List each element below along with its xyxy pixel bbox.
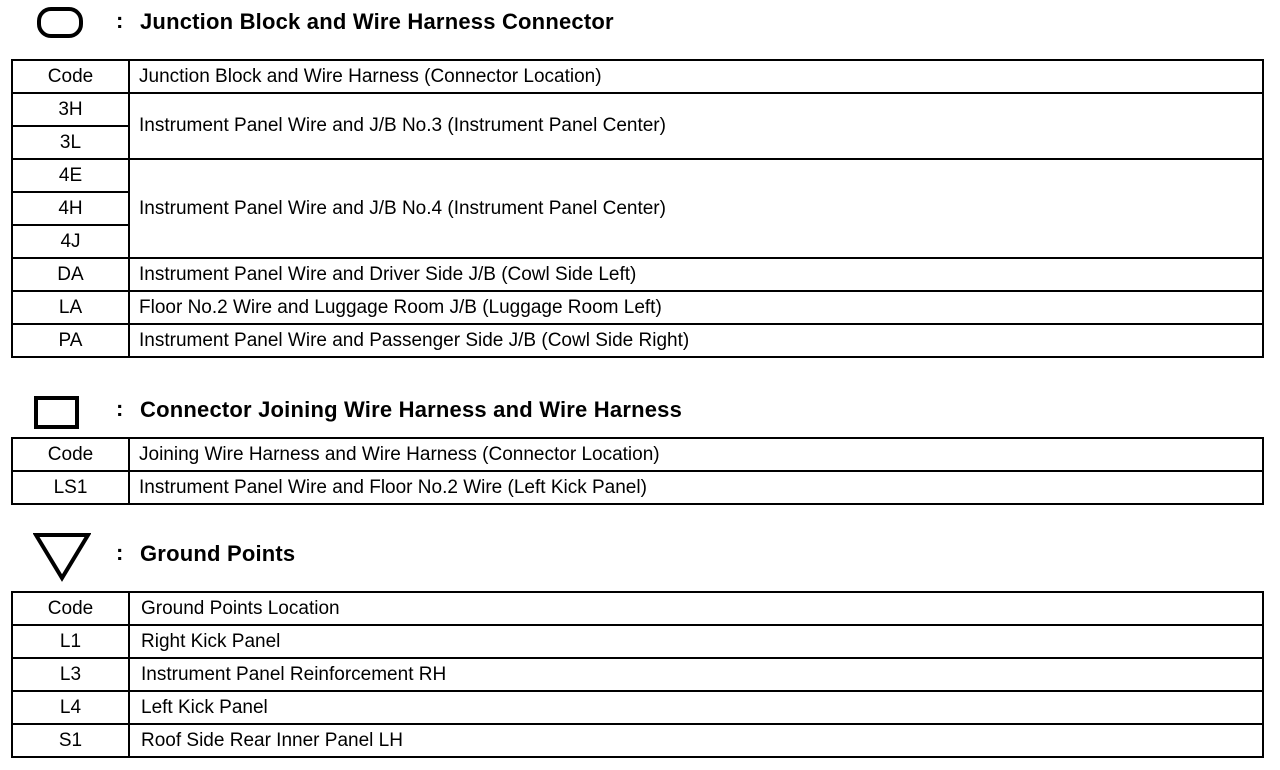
code-cell: 4H [12, 192, 129, 225]
code-cell: 4J [12, 225, 129, 258]
code-header: Code [12, 592, 129, 625]
code-header: Code [12, 60, 129, 93]
description-cell: Floor No.2 Wire and Luggage Room J/B (Luggage Room Left) [129, 291, 1263, 324]
table-row [12, 324, 1263, 357]
code-cell: 3L [12, 126, 129, 159]
table-row [12, 625, 1263, 658]
description-cell: Instrument Panel Wire and Passenger Side J/B (Cowl Side Right) [129, 324, 1263, 357]
description-cell: Instrument Panel Wire and J/B No.4 (Instrument Panel Center) [129, 159, 1263, 258]
code-cell: L4 [12, 691, 129, 724]
description-header: Joining Wire Harness and Wire Harness (Connector Location) [129, 438, 1263, 471]
description-cell: Left Kick Panel [129, 691, 1263, 724]
table-row [12, 691, 1263, 724]
down-triangle-icon [33, 532, 91, 582]
table-row [12, 258, 1263, 291]
ground-points-table [11, 591, 1264, 758]
description-header: Ground Points Location [129, 592, 1263, 625]
rounded-rect-icon [37, 7, 85, 39]
description-cell: Instrument Panel Wire and Driver Side J/B (Cowl Side Left) [129, 258, 1263, 291]
description-cell: Instrument Panel Wire and Floor No.2 Wire (Left Kick Panel) [129, 471, 1263, 504]
section-colon: : [116, 8, 124, 33]
table-row [12, 159, 1263, 192]
code-cell: PA [12, 324, 129, 357]
description-cell: Right Kick Panel [129, 625, 1263, 658]
table-row [12, 291, 1263, 324]
code-cell: S1 [12, 724, 129, 757]
code-cell: L3 [12, 658, 129, 691]
code-cell: LA [12, 291, 129, 324]
rectangle-icon [34, 396, 80, 430]
description-cell: Instrument Panel Reinforcement RH [129, 658, 1263, 691]
code-cell: 4E [12, 159, 129, 192]
section-colon: : [116, 540, 124, 565]
table-row [12, 724, 1263, 757]
junction-block-table [11, 59, 1264, 358]
code-cell: LS1 [12, 471, 129, 504]
description-cell: Instrument Panel Wire and J/B No.3 (Instrument Panel Center) [129, 93, 1263, 159]
section-colon: : [116, 396, 124, 421]
code-cell: DA [12, 258, 129, 291]
code-cell: 3H [12, 93, 129, 126]
table-header-row [12, 60, 1263, 93]
section-junction-block-header [0, 2, 1280, 38]
section-title: Ground Points [140, 541, 296, 566]
code-cell: L1 [12, 625, 129, 658]
table-row [12, 93, 1263, 126]
section-title: Junction Block and Wire Harness Connector [140, 9, 614, 34]
table-row [12, 658, 1263, 691]
section-title: Connector Joining Wire Harness and Wire Harness [140, 397, 683, 422]
table-header-row [12, 592, 1263, 625]
description-header: Junction Block and Wire Harness (Connector Location) [129, 60, 1263, 93]
section-connector-joining-header [0, 391, 1280, 427]
table-header-row [12, 438, 1263, 471]
section-ground-points-header [0, 532, 1280, 568]
connector-joining-table [11, 437, 1264, 505]
description-cell: Roof Side Rear Inner Panel LH [129, 724, 1263, 757]
table-row [12, 471, 1263, 504]
code-header: Code [12, 438, 129, 471]
